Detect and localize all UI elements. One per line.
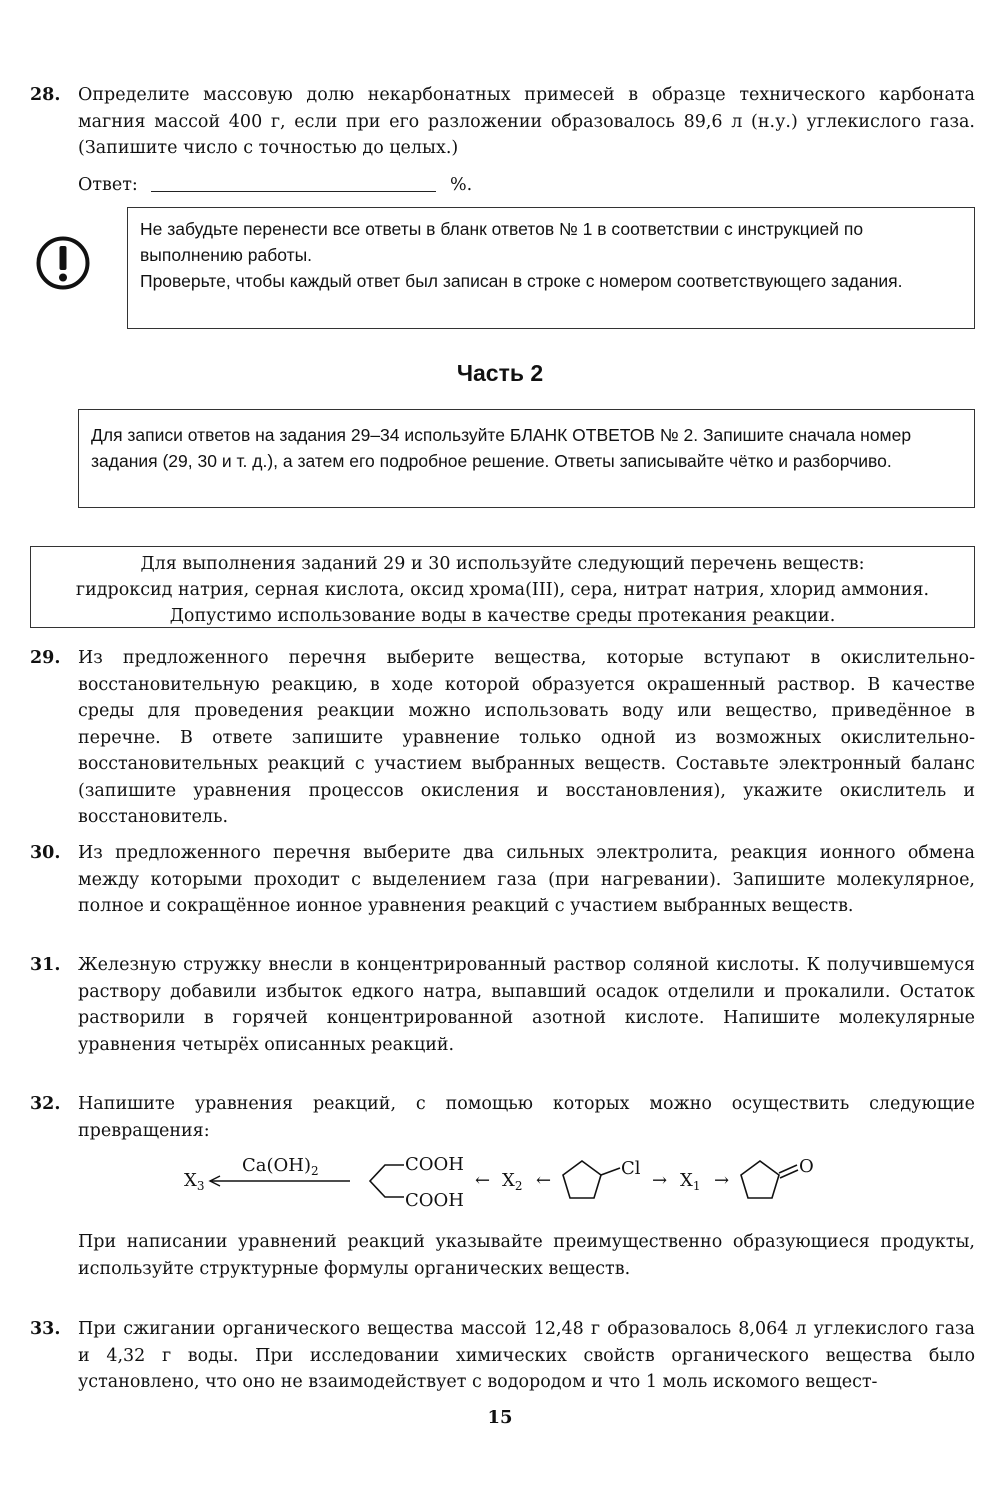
substances-intro: Для выполнения заданий 29 и 30 используйте следующий перечень веществ: [140, 554, 865, 574]
part-title: Часть 2 [456, 360, 544, 386]
task-31 [30, 952, 975, 1058]
task-29 [30, 645, 975, 831]
exclamation-icon [35, 235, 91, 291]
answer-line [78, 172, 472, 198]
reminder-line-1: Не забудьте перенести все ответы в бланк ответов № 1 в соответствии с инструкцией по выполнению работы. [140, 219, 864, 265]
reminder-line-2: Проверьте, чтобы каждый ответ был записан в строке с номером соответствующего задания. [140, 271, 903, 291]
task-number: 31. [30, 955, 61, 975]
task-30 [30, 840, 975, 920]
task-text: При сжигании органического вещества массой 12,48 г образовалось 8,064 л углекислого газа и 4,32 г воды. При исследовании химических свойств органического вещества было установлено, что оно не взаимодействует с водородом и что 1 моль искомого вещест- [78, 1319, 975, 1392]
task-28 [30, 82, 975, 162]
task-text: Железную стружку внесли в концентрированный раствор соляной кислоты. К получившемуся раствору добавили избыток едкого натра, выпавший осадок отделили и прокалили. Остаток растворили в горячей концентрированной азотной кислоте. Напишите молекулярные уравнения четырёх описанных реакций. [78, 955, 975, 1055]
cyclopentanone-ring-icon [741, 1161, 779, 1198]
arrow-right-icon: → [714, 1170, 730, 1191]
task-number: 29. [30, 648, 61, 668]
substances-box [30, 546, 975, 628]
task-32-note [30, 1229, 975, 1282]
answer-label: Ответ: [78, 175, 138, 195]
reaction-scheme [170, 1146, 870, 1222]
reagent-label: $Ca(OH)_2$ [242, 1155, 319, 1178]
task-number: 33. [30, 1319, 61, 1339]
substances-list: гидроксид натрия, серная кислота, оксид хрома(III), сера, нитрат натрия, хлорид аммония. [75, 580, 930, 600]
x2-label: $X_2$ [502, 1170, 523, 1193]
cooh-top: COOH [405, 1154, 464, 1175]
dicarboxylic-acid-structure [370, 1165, 404, 1197]
cyclopentane-ring-icon [563, 1161, 601, 1198]
x1-label: $X_1$ [680, 1170, 701, 1193]
substances-note: Допустимо использование воды в качестве среды протекания реакции. [169, 606, 836, 626]
task-33 [30, 1316, 975, 1396]
reminder-box [127, 207, 975, 329]
task-note: При написании уравнений реакций указывайте преимущественно образующиеся продукты, используйте структурные формулы органических веществ. [78, 1232, 975, 1279]
cooh-bottom: COOH [405, 1190, 464, 1211]
task-text: Напишите уравнения реакций, с помощью которых можно осуществить следующие превращения: [78, 1094, 975, 1141]
chlorine-label: Cl [621, 1158, 641, 1179]
task-number: 32. [30, 1094, 61, 1114]
arrow-left-icon: ← [536, 1170, 552, 1191]
arrow-right-icon: → [652, 1170, 668, 1191]
answer-field[interactable] [151, 173, 436, 192]
x3-label: $X_3$ [184, 1170, 205, 1193]
part2-instruction: Для записи ответов на задания 29–34 используйте БЛАНК ОТВЕТОВ № 2. Запишите сначала номер задания (29, 30 и т. д.), а затем его подробное решение. Ответы записывайте чётко и разборчиво. [91, 425, 912, 471]
task-number: 28. [30, 85, 61, 105]
task-text: Из предложенного перечня выберите два сильных электролита, реакция ионного обмена между которыми проходит с выделением газа (при нагревании). Запишите молекулярное, полное и сокращённое ионное уравнения реакций с участием выбранных веществ. [78, 843, 975, 916]
answer-unit: %. [449, 175, 473, 195]
arrow-left-icon: ← [475, 1170, 491, 1191]
task-number: 30. [30, 843, 61, 863]
oxygen-label: O [799, 1156, 814, 1177]
task-text: Из предложенного перечня выберите вещества, которые вступают в окислительно-восстановительную реакцию, в ходе которой образуется окрашенный раствор. В качестве среды для проведения реакции можно использовать воду или вещество, приведённое в перечне. В ответе запишите уравнение только одной из возможных окислительно-восстановительных реакций с участием выбранных веществ. Составьте электронный баланс (запишите уравнения процессов окисления и восстановления), укажите окислитель и восстановитель. [78, 648, 975, 827]
part2-instruction-box [78, 409, 975, 508]
task-32 [30, 1091, 975, 1144]
task-text: Определите массовую долю некарбонатных примесей в образце технического карбоната магния массой 400 г, если при его разложении образовалось 89,6 л (н.у.) углекислого газа. (Запишите число с точностью до целых.) [78, 85, 975, 158]
page-number: 15 [487, 1407, 513, 1428]
